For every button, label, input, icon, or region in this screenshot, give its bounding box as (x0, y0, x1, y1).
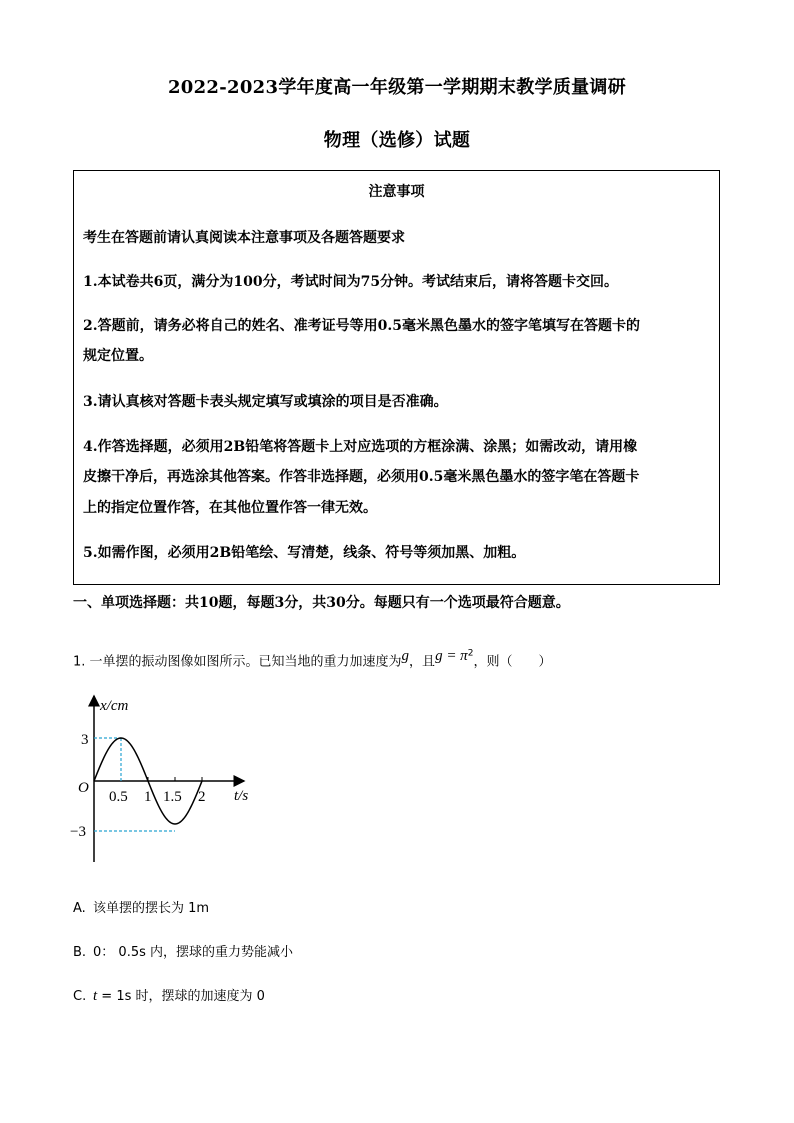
q1-suffix: ，则（ ） (473, 654, 552, 670)
x-axis-label: t/s (234, 788, 249, 804)
x-tick-label: 2 (198, 789, 206, 805)
notice-heading: 注意事项 (368, 184, 425, 200)
notice-line: 规定位置。 (83, 348, 153, 364)
q1-exponent: 2 (467, 648, 474, 659)
option-text: 0.5s 内，摆球的重力势能减小 (118, 945, 294, 960)
q1-g-symbol: g (401, 648, 410, 664)
section-title: 一、单项选择题：共10题，每题3分，共30分。每题只有一个选项最符合题意。 (73, 595, 570, 611)
option-letter: A. (73, 901, 86, 916)
q1-prefix: 1. 一单摆的振动图像如图所示。已知当地的重力加速度为 (73, 654, 402, 670)
q1-equation: g = π (435, 648, 468, 664)
notice-line: 皮擦干净后，再选涂其他答案。作答非选择题，必须用0.5毫米黑色墨水的签字笔在答题卡 (83, 469, 640, 485)
x-tick-label: 1 (144, 789, 152, 805)
notice-intro: 考生在答题前请认真阅读本注意事项及各题答题要求 (83, 230, 405, 246)
y-axis-label: x/cm (100, 698, 129, 714)
option-letter: C. (73, 989, 87, 1004)
y-tick-label: −3 (70, 824, 86, 840)
x-tick-label: 0.5 (109, 789, 128, 805)
notice-line: 4.作答选择题，必须用2B铅笔将答题卡上对应选项的方框涂满、涂黑；如需改动，请用橡 (83, 439, 638, 455)
y-tick-label: 3 (81, 732, 89, 748)
exam-title: 2022-2023学年度高一年级第一学期期末教学质量调研 (167, 77, 627, 98)
option-variable: t (93, 988, 98, 1004)
origin-label: O (78, 780, 89, 796)
option-text: 该单摆的摆长为 1m (93, 901, 210, 916)
question-1-stem (73, 648, 551, 669)
option-letter: B. (73, 945, 87, 960)
option-b[interactable] (73, 941, 293, 960)
option-prefix: 0： (93, 945, 115, 960)
option-c[interactable] (73, 985, 265, 1005)
notice-line: 上的指定位置作答，在其他位置作答一律无效。 (83, 500, 377, 516)
notice-line: 2.答题前，请务必将自己的姓名、准考证号等用0.5毫米黑色墨水的签字笔填写在答题卡的 (83, 318, 640, 334)
notice-line: 5.如需作图，必须用2B铅笔绘、写清楚，线条、符号等须加黑、加粗。 (83, 545, 526, 561)
notice-box (73, 170, 720, 585)
notice-line: 1.本试卷共6页，满分为100分，考试时间为75分钟。考试结束后，请将答题卡交回。 (83, 274, 619, 290)
option-text: = 1s 时，摆球的加速度为 0 (97, 989, 265, 1004)
vibration-graph (70, 690, 270, 870)
option-a[interactable] (73, 897, 209, 916)
exam-subtitle: 物理（选修）试题 (323, 130, 471, 151)
notice-line: 3.请认真核对答题卡表头规定填写或填涂的项目是否准确。 (83, 394, 448, 410)
x-tick-label: 1.5 (163, 789, 182, 805)
q1-mid: ，且 (409, 654, 436, 670)
